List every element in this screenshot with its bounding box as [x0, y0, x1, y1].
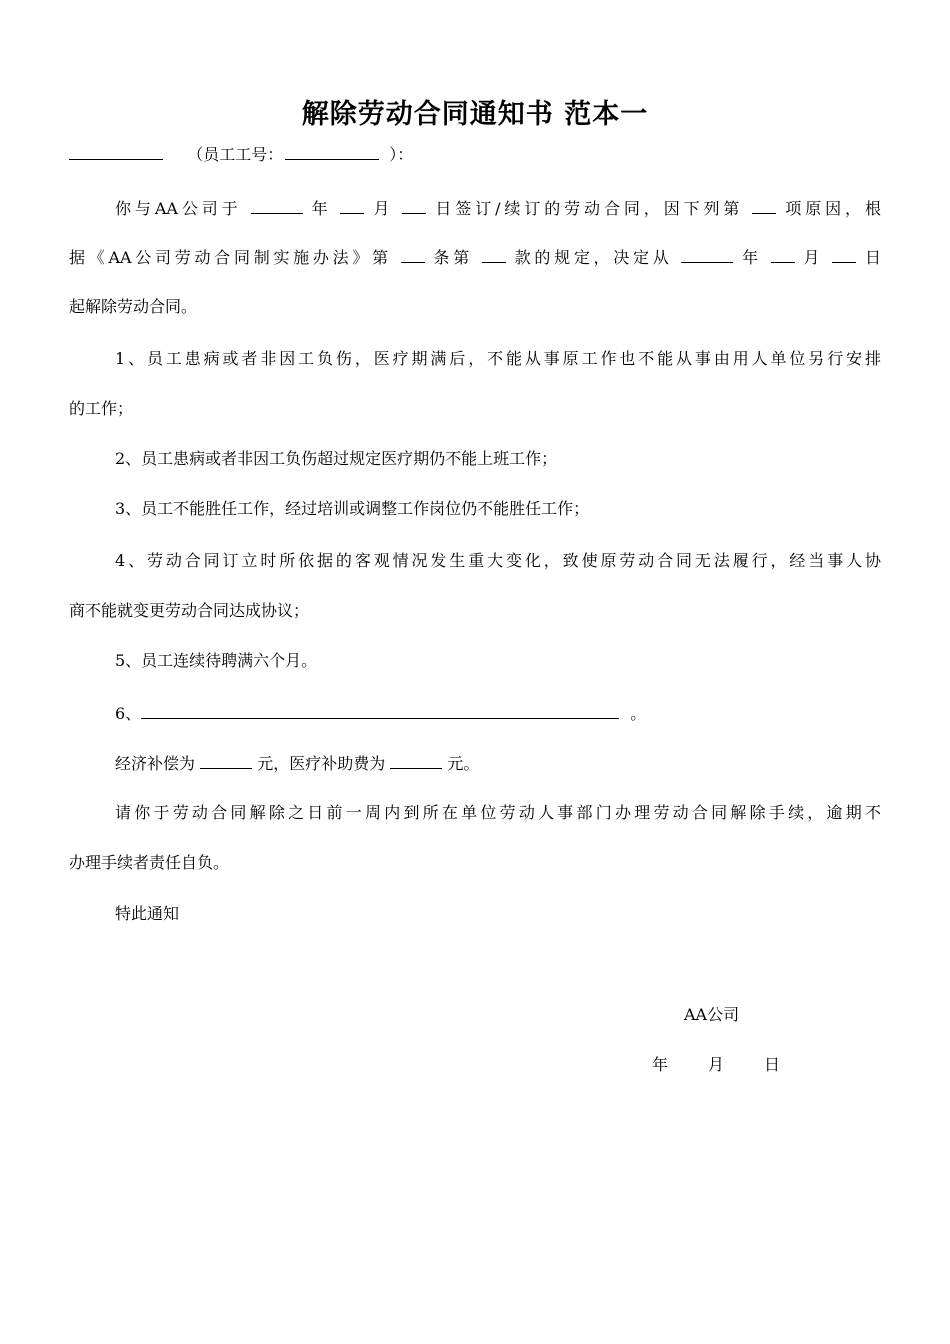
compensation-unit: 元。 — [447, 754, 480, 773]
end-month-blank — [771, 245, 795, 263]
closing-text: 特此通知 — [115, 904, 180, 923]
reason-2: 2、员工患病或者非因工负伤超过规定医疗期仍不能上班工作； — [115, 449, 558, 468]
para1-line1 — [69, 196, 881, 221]
reason-4-line1: 4、劳动合同订立时所依据的客观情况发生重大变化，致使原劳动合同无法履行，经当事人协 — [115, 551, 881, 570]
reason-1-line1: 1、员工患病或者非因工负伤，医疗期满后，不能从事原工作也不能从事由用人单位另行安排 — [115, 349, 881, 368]
para1-text: 条第 — [433, 248, 473, 267]
signature-date — [652, 1053, 780, 1077]
compensation-blank — [200, 751, 252, 769]
procedure-line1: 请你于劳动合同解除之日前一周内到所在单位劳动人事部门办理劳动合同解除手续，逾期不 — [115, 803, 881, 822]
signature-year: 年 — [652, 1055, 669, 1074]
compensation-label: 经济补偿为 — [115, 754, 196, 773]
signature-day: 日 — [764, 1055, 781, 1074]
para1-year: 年 — [311, 199, 332, 218]
medical-subsidy-blank — [390, 751, 442, 769]
addressee-close: ）： — [389, 145, 414, 164]
reason-3: 3、员工不能胜任工作，经过培训或调整工作岗位仍不能胜任工作； — [115, 499, 590, 518]
para1-month: 月 — [803, 248, 824, 267]
para1-month: 月 — [373, 199, 394, 218]
compensation-line — [69, 751, 881, 776]
reason-6 — [69, 701, 881, 726]
para1-text: 款的规定，决定从 — [514, 248, 673, 267]
end-day-blank — [832, 245, 856, 263]
procedure-line2: 办理手续者责任自负。 — [69, 853, 230, 872]
para1-text: 据《AA公司劳动合同制实施办法》第 — [69, 248, 392, 267]
sign-year-blank — [251, 196, 303, 214]
addressee-line — [69, 142, 881, 167]
reason-5: 5、员工连续待聘满六个月。 — [115, 651, 318, 670]
medical-subsidy-label: 元，医疗补助费为 — [257, 754, 386, 773]
para1-year: 年 — [742, 248, 762, 267]
reason-1-line2: 的工作； — [69, 399, 134, 418]
reason-6-prefix: 6、 — [115, 704, 142, 723]
other-reason-blank — [141, 701, 619, 719]
article-blank — [401, 245, 425, 263]
clause-blank — [482, 245, 506, 263]
para1-day: 日 — [864, 248, 881, 267]
reason-6-suffix: 。 — [630, 704, 647, 723]
document-title: 解除劳动合同通知书 范本一 — [301, 99, 649, 130]
end-year-blank — [681, 245, 733, 263]
employee-no-blank — [285, 142, 379, 160]
reason-4-line2: 商不能就变更劳动合同达成协议； — [69, 601, 310, 620]
employee-name-blank — [69, 142, 163, 160]
para1-line2 — [69, 245, 881, 270]
signature-company: AA公司 — [684, 1005, 740, 1024]
para1-line3: 起解除劳动合同。 — [69, 297, 198, 316]
para1-text: 你与AA公司于 — [115, 199, 242, 218]
employee-no-label: （员工工号： — [187, 145, 284, 164]
reason-item-blank — [752, 196, 776, 214]
signature-month: 月 — [708, 1055, 725, 1074]
para1-text: 项原因，根 — [785, 199, 881, 218]
sign-month-blank — [340, 196, 364, 214]
sign-day-blank — [402, 196, 426, 214]
para1-text: 日签订/续订的劳动合同，因下列第 — [435, 199, 744, 218]
